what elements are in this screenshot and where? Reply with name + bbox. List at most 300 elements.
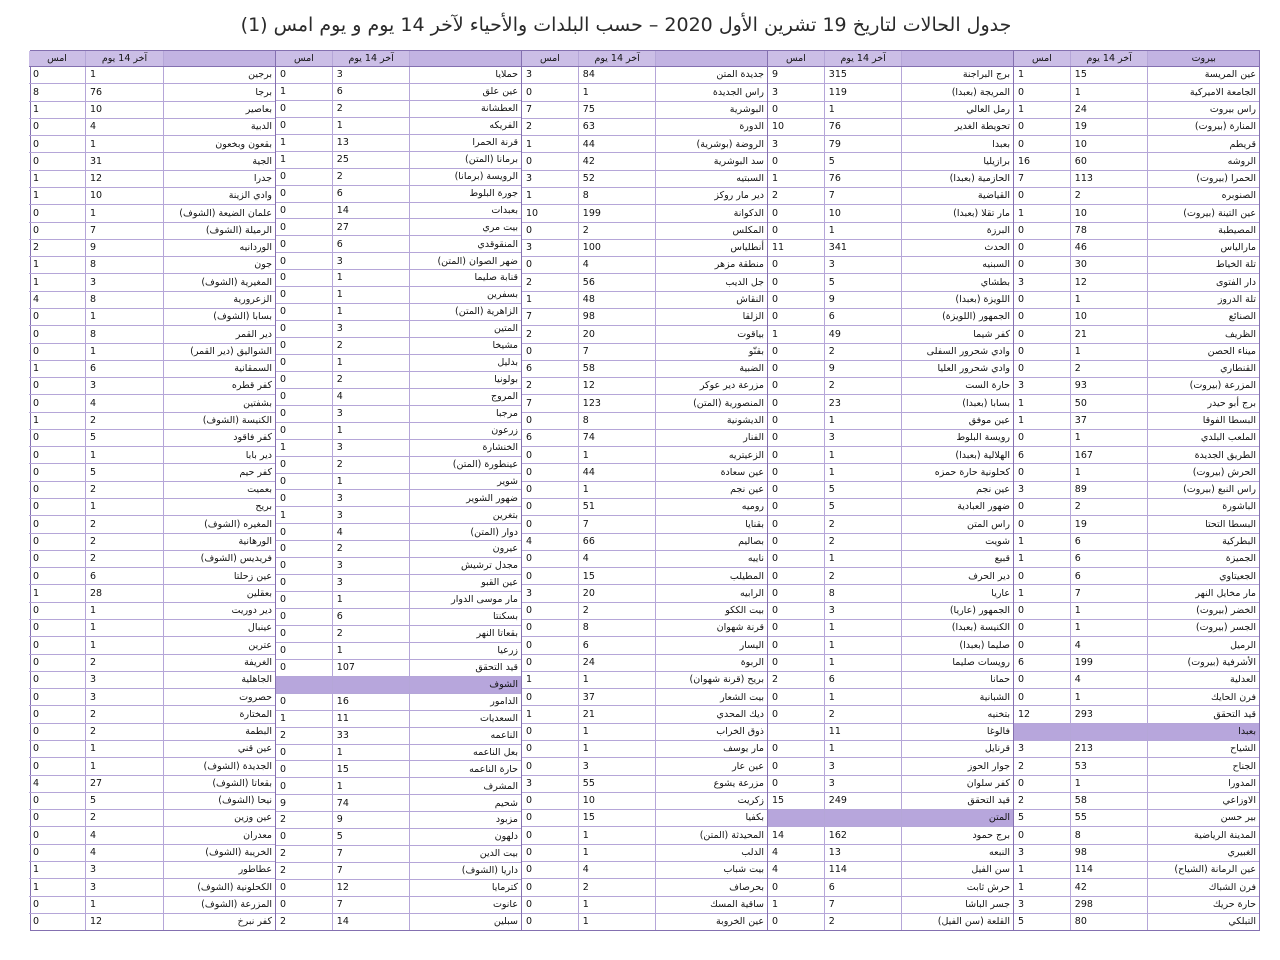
cases-yesterday: 0 — [1018, 518, 1025, 530]
cases-yesterday: 0 — [1018, 138, 1025, 150]
cases-last-14-days: 2 — [85, 551, 163, 567]
cases-yesterday: 4 — [772, 864, 779, 876]
cases-yesterday: 0 — [33, 207, 40, 219]
cases-last-14-days: 1 — [578, 482, 656, 498]
cases-yesterday: 1 — [280, 509, 287, 521]
cases-yesterday: 0 — [526, 518, 533, 530]
cases-yesterday: 0 — [772, 656, 779, 668]
table-row — [29, 534, 275, 551]
table-row — [768, 568, 1013, 585]
table-row — [768, 326, 1013, 343]
table-row — [1014, 223, 1259, 240]
cases-yesterday: 0 — [1018, 777, 1025, 789]
table-row — [768, 257, 1013, 274]
cases-last-14-days: 119 — [824, 84, 902, 100]
area-name: الفنار — [655, 430, 767, 446]
cases-last-14-days: 1 — [824, 223, 902, 239]
cases-yesterday: 0 — [280, 645, 287, 657]
cases-last-14-days: 107 — [332, 660, 410, 676]
area-name: الجاهلية — [163, 672, 275, 688]
area-name: بطشاي — [901, 274, 1013, 290]
table-row — [1014, 776, 1259, 793]
cases-last-14-days: 10 — [824, 205, 902, 221]
cases-yesterday: 0 — [33, 708, 40, 720]
cases-yesterday: 0 — [33, 345, 40, 357]
cases-yesterday: 0 — [33, 639, 40, 651]
table-row — [29, 897, 275, 914]
cases-yesterday: 0 — [280, 340, 287, 352]
cases-yesterday: 0 — [526, 898, 533, 910]
table-row — [29, 464, 275, 481]
table-row — [276, 67, 521, 84]
table-row — [276, 118, 521, 135]
table-row — [1014, 257, 1259, 274]
cases-yesterday: 0 — [33, 898, 40, 910]
cases-yesterday — [1014, 724, 1070, 740]
area-name: بصاليم — [655, 534, 767, 550]
cases-last-14-days: 25 — [332, 152, 410, 168]
cases-yesterday: 0 — [1018, 829, 1025, 841]
cases-last-14-days: 3 — [85, 862, 163, 878]
cases-last-14-days: 10 — [1070, 309, 1148, 325]
table-row — [276, 135, 521, 152]
cases-last-14-days: 8 — [578, 413, 656, 429]
table-row — [29, 879, 275, 896]
cases-last-14-days: 6 — [332, 236, 410, 252]
table-row — [522, 119, 767, 136]
table-row — [1014, 706, 1259, 723]
table-row — [768, 378, 1013, 395]
cases-last-14-days: 5 — [824, 153, 902, 169]
cases-yesterday: 0 — [772, 259, 779, 271]
cases-yesterday: 3 — [526, 242, 533, 254]
area-name: دير الحرف — [901, 568, 1013, 584]
cases-last-14-days: 9 — [824, 361, 902, 377]
cases-last-14-days: 9 — [332, 812, 410, 828]
cases-yesterday: 2 — [280, 814, 287, 826]
table-row — [276, 897, 521, 914]
table-row — [276, 406, 521, 423]
cases-yesterday: 0 — [33, 656, 40, 668]
cases-yesterday: 2 — [280, 729, 287, 741]
cases-last-14-days: 10 — [1070, 205, 1148, 221]
cases-last-14-days: 6 — [85, 361, 163, 377]
cases-last-14-days: 3 — [824, 758, 902, 774]
cases-yesterday: 3 — [772, 138, 779, 150]
cases-last-14-days: 42 — [1070, 879, 1148, 895]
cases-yesterday: 0 — [33, 726, 40, 738]
cases-last-14-days: 84 — [578, 67, 656, 83]
area-name: بيت شباب — [655, 862, 767, 878]
area-name: الورهانية — [163, 534, 275, 550]
cases-yesterday: 1 — [1018, 587, 1025, 599]
table-row — [768, 827, 1013, 844]
cases-last-14-days: 4 — [332, 389, 410, 405]
header-name — [901, 51, 1013, 66]
area-name: الحازمية (بعبدا) — [901, 171, 1013, 187]
cases-yesterday: 0 — [526, 829, 533, 841]
area-name: الجسر (بيروت) — [1147, 620, 1259, 636]
table-row — [276, 643, 521, 660]
table-row — [276, 846, 521, 863]
table-row — [276, 457, 521, 474]
table-row — [1014, 568, 1259, 585]
cases-yesterday: 0 — [280, 120, 287, 132]
area-name: الجمهور (اللويزة) — [901, 309, 1013, 325]
table-row — [276, 778, 521, 795]
cases-yesterday: 3 — [1018, 276, 1025, 288]
table-row — [276, 152, 521, 169]
cases-last-14-days: 80 — [1070, 914, 1148, 930]
area-name: جسر الباشا — [901, 897, 1013, 913]
cases-yesterday: 4 — [33, 294, 40, 306]
cases-last-14-days: 2 — [332, 457, 410, 473]
cases-yesterday: 1 — [280, 136, 287, 148]
cases-yesterday: 0 — [1018, 363, 1025, 375]
table-row — [522, 464, 767, 481]
area-name: عين سعادة — [655, 464, 767, 480]
cases-yesterday: 1 — [526, 190, 533, 202]
header-yesterday: امس — [47, 52, 67, 64]
cases-yesterday: 0 — [33, 674, 40, 686]
area-name: الرميل — [1147, 637, 1259, 653]
cases-last-14-days: 1 — [85, 741, 163, 757]
header-yesterday: امس — [539, 52, 560, 64]
table-row — [1014, 395, 1259, 412]
area-name: مرجبا — [409, 406, 521, 422]
table-row — [768, 205, 1013, 222]
cases-yesterday: 0 — [33, 570, 40, 582]
area-name: ديك المحدي — [655, 706, 767, 722]
area-name: حصروت — [163, 689, 275, 705]
cases-yesterday: 2 — [33, 242, 40, 254]
cases-last-14-days: 53 — [1070, 758, 1148, 774]
cases-last-14-days: 315 — [824, 67, 902, 83]
area-name: بقنّو — [655, 344, 767, 360]
cases-yesterday: 1 — [280, 86, 287, 98]
area-name: الرابيه — [655, 585, 767, 601]
area-name: عطاطور — [163, 862, 275, 878]
area-name: ميناء الحصن — [1147, 344, 1259, 360]
table-row — [768, 758, 1013, 775]
cases-yesterday: 10 — [772, 121, 785, 133]
area-name: تلة الخياط — [1147, 257, 1259, 273]
area-name: بكفيا — [655, 810, 767, 826]
table-row — [522, 361, 767, 378]
table-row — [522, 879, 767, 896]
cases-last-14-days: 1 — [85, 603, 163, 619]
table-row — [1014, 499, 1259, 516]
cases-yesterday: 0 — [280, 662, 287, 674]
cases-last-14-days: 7 — [1070, 585, 1148, 601]
cases-yesterday: 0 — [772, 397, 779, 409]
table-row — [522, 776, 767, 793]
cases-last-14-days: 1 — [332, 287, 410, 303]
cases-yesterday: 10 — [526, 207, 539, 219]
area-name: عيرون — [409, 541, 521, 557]
area-name: الفريكه — [409, 118, 521, 134]
table-row — [522, 326, 767, 343]
cases-last-14-days: 1 — [1070, 689, 1148, 705]
cases-last-14-days: 10 — [85, 188, 163, 204]
cases-last-14-days: 2 — [85, 534, 163, 550]
area-name: عترين — [163, 637, 275, 653]
area-name: فرن الحايك — [1147, 689, 1259, 705]
cases-yesterday: 0 — [772, 103, 779, 115]
table-row — [29, 741, 275, 758]
cases-yesterday: 0 — [33, 501, 40, 513]
table-row — [1014, 516, 1259, 533]
area-name: الدورة — [655, 119, 767, 135]
cases-yesterday: 0 — [280, 289, 287, 301]
cases-last-14-days: 2 — [578, 603, 656, 619]
cases-yesterday: 0 — [1018, 328, 1025, 340]
cases-last-14-days: 1 — [578, 724, 656, 740]
table-row — [276, 626, 521, 643]
area-name: البرزة — [901, 223, 1013, 239]
table-header-row — [29, 51, 275, 67]
cases-last-14-days: 5 — [332, 829, 410, 845]
cases-yesterday: 9 — [280, 797, 287, 809]
cases-last-14-days: 56 — [578, 274, 656, 290]
cases-last-14-days: 78 — [1070, 223, 1148, 239]
area-name: صليما (بعبدا) — [901, 637, 1013, 653]
table-row — [1014, 464, 1259, 481]
cases-last-14-days: 3 — [332, 321, 410, 337]
area-name: عانوت — [409, 897, 521, 913]
area-name: بريح (قرنة شهوان) — [655, 672, 767, 688]
area-name: عين وزين — [163, 810, 275, 826]
table-row — [522, 395, 767, 412]
area-name: زكريت — [655, 793, 767, 809]
area-name: دلهون — [409, 829, 521, 845]
area-name: بريح — [163, 499, 275, 515]
area-name: المغيره (الشوف) — [163, 516, 275, 532]
cases-last-14-days: 10 — [85, 102, 163, 118]
area-name: عين نجم — [655, 482, 767, 498]
area-name: الكنيسة (الشوف) — [163, 413, 275, 429]
table-row — [768, 413, 1013, 430]
cases-last-14-days: 4 — [85, 845, 163, 861]
cases-last-14-days — [824, 810, 902, 826]
table-row — [1014, 534, 1259, 551]
cases-last-14-days: 2 — [578, 223, 656, 239]
cases-last-14-days: 27 — [332, 219, 410, 235]
table-row — [522, 741, 767, 758]
cases-yesterday: 15 — [772, 795, 785, 807]
table-row — [768, 637, 1013, 654]
cases-last-14-days: 1 — [85, 344, 163, 360]
cases-last-14-days: 76 — [824, 119, 902, 135]
cases-yesterday: 0 — [1018, 311, 1025, 323]
table-row — [29, 568, 275, 585]
area-name: بتغرين — [409, 507, 521, 523]
cases-last-14-days: 13 — [824, 845, 902, 861]
area-name: بعبدا — [901, 136, 1013, 152]
area-name: دار الفتوى — [1147, 274, 1259, 290]
area-name: مشيخا — [409, 338, 521, 354]
cases-yesterday: 0 — [526, 691, 533, 703]
cases-yesterday: 0 — [526, 415, 533, 427]
table-row — [29, 706, 275, 723]
cases-last-14-days: 2 — [85, 482, 163, 498]
area-name: حارة الست — [901, 378, 1013, 394]
cases-yesterday: 0 — [280, 526, 287, 538]
table-row — [276, 389, 521, 406]
cases-last-14-days: 4 — [578, 551, 656, 567]
cases-last-14-days: 5 — [85, 793, 163, 809]
area-name: الجديدة (الشوف) — [163, 758, 275, 774]
area-name: بسابا (بعبدا) — [901, 395, 1013, 411]
cases-yesterday: 0 — [772, 432, 779, 444]
area-name: كحلونية حارة حمزه — [901, 464, 1013, 480]
table-row — [522, 205, 767, 222]
area-name: جورة البلوط — [409, 186, 521, 202]
cases-yesterday: 2 — [280, 865, 287, 877]
cases-last-14-days: 33 — [332, 728, 410, 744]
cases-last-14-days: 12 — [85, 171, 163, 187]
table-row — [29, 620, 275, 637]
table-row — [522, 897, 767, 914]
cases-yesterday: 12 — [1018, 708, 1031, 720]
cases-last-14-days: 6 — [824, 672, 902, 688]
cases-last-14-days: 79 — [824, 136, 902, 152]
area-name: الصنوبره — [1147, 188, 1259, 204]
cases-last-14-days: 15 — [1070, 67, 1148, 83]
table-row — [522, 585, 767, 602]
area-name: العدلية — [1147, 672, 1259, 688]
area-name: البطركية — [1147, 534, 1259, 550]
table-row — [768, 67, 1013, 84]
cases-last-14-days: 66 — [578, 534, 656, 550]
table-row — [29, 810, 275, 827]
area-name: الغبيري — [1147, 845, 1259, 861]
header-name — [655, 51, 767, 66]
cases-last-14-days: 9 — [824, 292, 902, 308]
area-name: بيت الدين — [409, 846, 521, 862]
area-name: الطريق الجديدة — [1147, 447, 1259, 463]
cases-yesterday: 0 — [772, 276, 779, 288]
table-row — [768, 897, 1013, 914]
cases-last-14-days: 3 — [85, 672, 163, 688]
table-row — [29, 102, 275, 119]
table-row — [29, 689, 275, 706]
table-row — [522, 430, 767, 447]
area-name: بحرصاف — [655, 879, 767, 895]
cases-yesterday: 0 — [280, 831, 287, 843]
cases-yesterday: 0 — [33, 553, 40, 565]
cases-last-14-days: 4 — [332, 524, 410, 540]
area-name: النبعه — [901, 845, 1013, 861]
header-last-14-days: آخر 14 يوم — [824, 51, 902, 66]
cases-last-14-days: 2 — [85, 724, 163, 740]
table-row — [1014, 344, 1259, 361]
cases-last-14-days: 24 — [1070, 102, 1148, 118]
area-name: الزلقا — [655, 309, 767, 325]
area-name: الرويسة (برمانا) — [409, 169, 521, 185]
area-name: المروج — [409, 389, 521, 405]
area-name: المغيرية (الشوف) — [163, 274, 275, 290]
cases-yesterday: 0 — [33, 380, 40, 392]
cases-yesterday: 0 — [526, 656, 533, 668]
cases-last-14-days: 15 — [578, 810, 656, 826]
cases-last-14-days: 76 — [824, 171, 902, 187]
area-name: حمانا — [901, 672, 1013, 688]
cases-yesterday: 0 — [1018, 86, 1025, 98]
table-row — [1014, 637, 1259, 654]
table-row — [768, 153, 1013, 170]
cases-yesterday: 0 — [1018, 570, 1025, 582]
table-row — [522, 378, 767, 395]
area-name: كفر فاقود — [163, 430, 275, 446]
area-name: الضبية — [655, 361, 767, 377]
area-name: كفر قطره — [163, 378, 275, 394]
cases-last-14-days: 60 — [1070, 153, 1148, 169]
cases-yesterday: 0 — [526, 916, 533, 928]
cases-yesterday: 0 — [772, 363, 779, 375]
cases-last-14-days: 1 — [1070, 603, 1148, 619]
table-row — [29, 257, 275, 274]
cases-last-14-days: 1 — [1070, 84, 1148, 100]
cases-last-14-days: 6 — [824, 879, 902, 895]
cases-yesterday: 0 — [1018, 639, 1025, 651]
cases-yesterday: 2 — [526, 328, 533, 340]
table-row — [29, 862, 275, 879]
table-row — [276, 253, 521, 270]
area-name: الزعرورية — [163, 292, 275, 308]
table-row — [29, 84, 275, 101]
cases-last-14-days: 55 — [578, 776, 656, 792]
cases-yesterday: 0 — [280, 458, 287, 470]
cases-last-14-days: 199 — [578, 205, 656, 221]
area-name: مزرعة دير عوكر — [655, 378, 767, 394]
table-row — [29, 499, 275, 516]
cases-yesterday: 1 — [772, 328, 779, 340]
cases-last-14-days: 98 — [578, 309, 656, 325]
cases-last-14-days: 93 — [1070, 378, 1148, 394]
cases-yesterday: 3 — [526, 173, 533, 185]
table-row — [768, 136, 1013, 153]
table-row — [276, 694, 521, 711]
table-row — [1014, 793, 1259, 810]
area-name: الشياح — [1147, 741, 1259, 757]
table-row — [276, 524, 521, 541]
cases-last-14-days: 5 — [824, 274, 902, 290]
cases-yesterday: 0 — [33, 829, 40, 841]
cases-yesterday: 2 — [1018, 795, 1025, 807]
table-row — [276, 203, 521, 220]
area-name: رويسة البلوط — [901, 430, 1013, 446]
cases-yesterday: 0 — [280, 763, 287, 775]
table-row — [29, 585, 275, 602]
cases-yesterday: 0 — [526, 224, 533, 236]
cases-yesterday: 1 — [1018, 69, 1025, 81]
table-row — [522, 724, 767, 741]
cases-yesterday: 0 — [526, 847, 533, 859]
cases-last-14-days: 23 — [824, 395, 902, 411]
table-row — [768, 585, 1013, 602]
cases-last-14-days: 114 — [824, 862, 902, 878]
table-row — [1014, 758, 1259, 775]
table-row — [522, 240, 767, 257]
cases-last-14-days: 1 — [578, 84, 656, 100]
table-row — [276, 761, 521, 778]
cases-last-14-days: 6 — [578, 637, 656, 653]
cases-last-14-days: 19 — [1070, 516, 1148, 532]
area-name: الشواليق (دير القمر) — [163, 344, 275, 360]
cases-yesterday: 0 — [280, 407, 287, 419]
area-name: مارالياس — [1147, 240, 1259, 256]
